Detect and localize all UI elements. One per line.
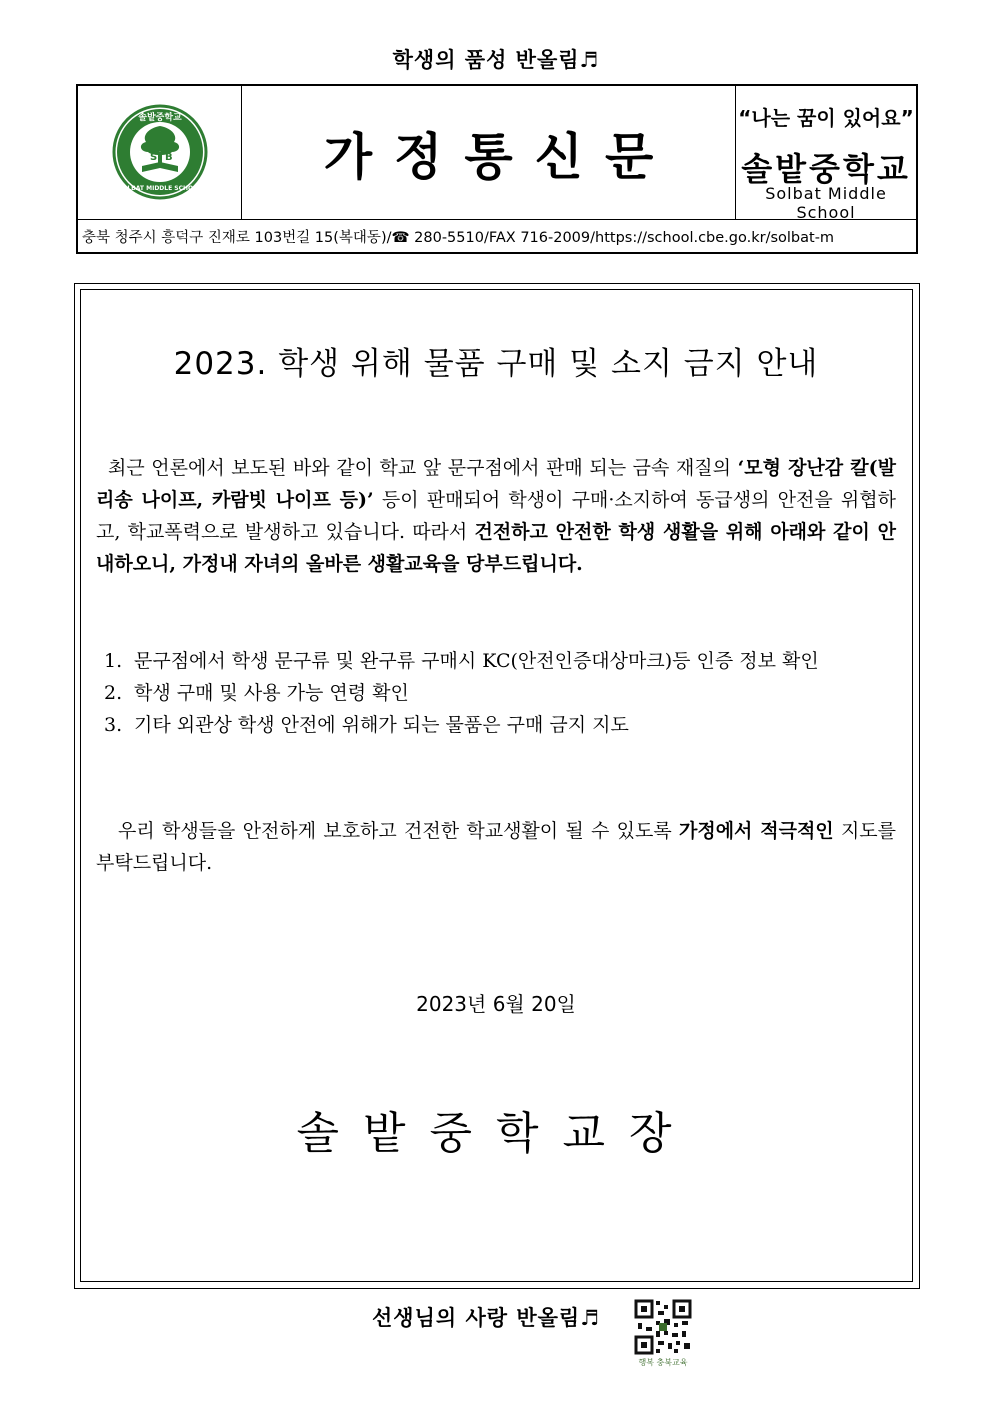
closing-text-1: 우리 학생들을 안전하게 보호하고 건전한 학교생활이 될 수 있도록 — [118, 820, 679, 842]
closing-bold-1: 가정에서 적극적인 — [678, 820, 834, 842]
list-item — [104, 709, 898, 741]
intro-bold-2: 건전하고 안전한 학생 생활을 위해 아래와 같이 안내하오니, 가정내 자녀의 올바른 생활교육을 당부드립니다. — [96, 521, 896, 575]
school-name: 솔밭중학교 — [741, 150, 911, 188]
list-item-number: 3. — [104, 714, 123, 736]
newsletter-title: 가정통신문 — [323, 127, 676, 186]
school-motto: “나는 꿈이 있어요” — [738, 106, 914, 130]
school-logo-cell — [78, 86, 242, 219]
bottom-slogan: 선생님의 사랑 반올림♬ — [372, 1305, 601, 1330]
closing-paragraph — [96, 815, 896, 879]
school-name-en: Solbat Middle School — [765, 184, 887, 222]
document-date: 2023년 6월 20일 — [416, 992, 576, 1016]
school-address: 충북 청주시 흥덕구 진재로 103번길 15(복대동)/☎ 280-5510/FAX 716-2009/https://school.cbe.go.kr/solbat-m — [78, 219, 916, 252]
svg-text:B: B — [165, 152, 173, 163]
newsletter-title-cell — [242, 86, 736, 219]
principal-signature: 솔밭중학교장 — [296, 1108, 696, 1159]
list-item-text: 문구점에서 학생 문구류 및 완구류 구매시 KC(안전인증대상마크)등 인증 정보 확인 — [134, 650, 819, 672]
qr-code[interactable] — [632, 1297, 694, 1369]
list-item-text: 학생 구매 및 사용 가능 연령 확인 — [134, 682, 409, 704]
guidance-list — [104, 645, 898, 741]
list-item-number: 2. — [104, 682, 123, 704]
closing-text-2: 지도를 부탁드립니다. — [96, 820, 897, 874]
svg-text:S: S — [150, 152, 158, 163]
top-slogan: 학생의 품성 반올림♬ — [392, 47, 600, 72]
letterhead — [76, 84, 918, 254]
list-item — [104, 677, 898, 709]
intro-paragraph — [96, 452, 896, 580]
logo-ring-text: 솔밭중학교 — [138, 113, 182, 123]
intro-text-1: 최근 언론에서 보도된 바와 같이 학교 앞 문구점에서 판매 되는 금속 재질의 — [108, 457, 738, 479]
logo-letters: S B — [159, 152, 161, 153]
logo-ring-text-en: SOLBAT MIDDLE SCHOOL — [117, 185, 203, 192]
intro-bold-1: ‘모형 장난감 칼(발리송 나이프, 카람빗 나이프 등)’ — [96, 457, 896, 511]
list-item-text: 기타 외관상 학생 안전에 위해가 되는 물품은 구매 금지 지도 — [134, 714, 629, 736]
qr-code-icon — [632, 1297, 694, 1357]
intro-text-2: 등이 판매되어 학생이 구매·소지하여 동급생의 안전을 위협하고, 학교폭력으로 발생하고 있습니다. 따라서 — [96, 489, 896, 543]
document-title: 2023. 학생 위해 물품 구매 및 소지 금지 안내 — [173, 346, 819, 382]
list-item-number: 1. — [104, 650, 123, 672]
school-info-cell — [736, 86, 916, 222]
list-item — [104, 645, 898, 677]
qr-caption: 행복 충북교육 — [638, 1358, 688, 1367]
school-emblem-icon — [78, 86, 242, 219]
